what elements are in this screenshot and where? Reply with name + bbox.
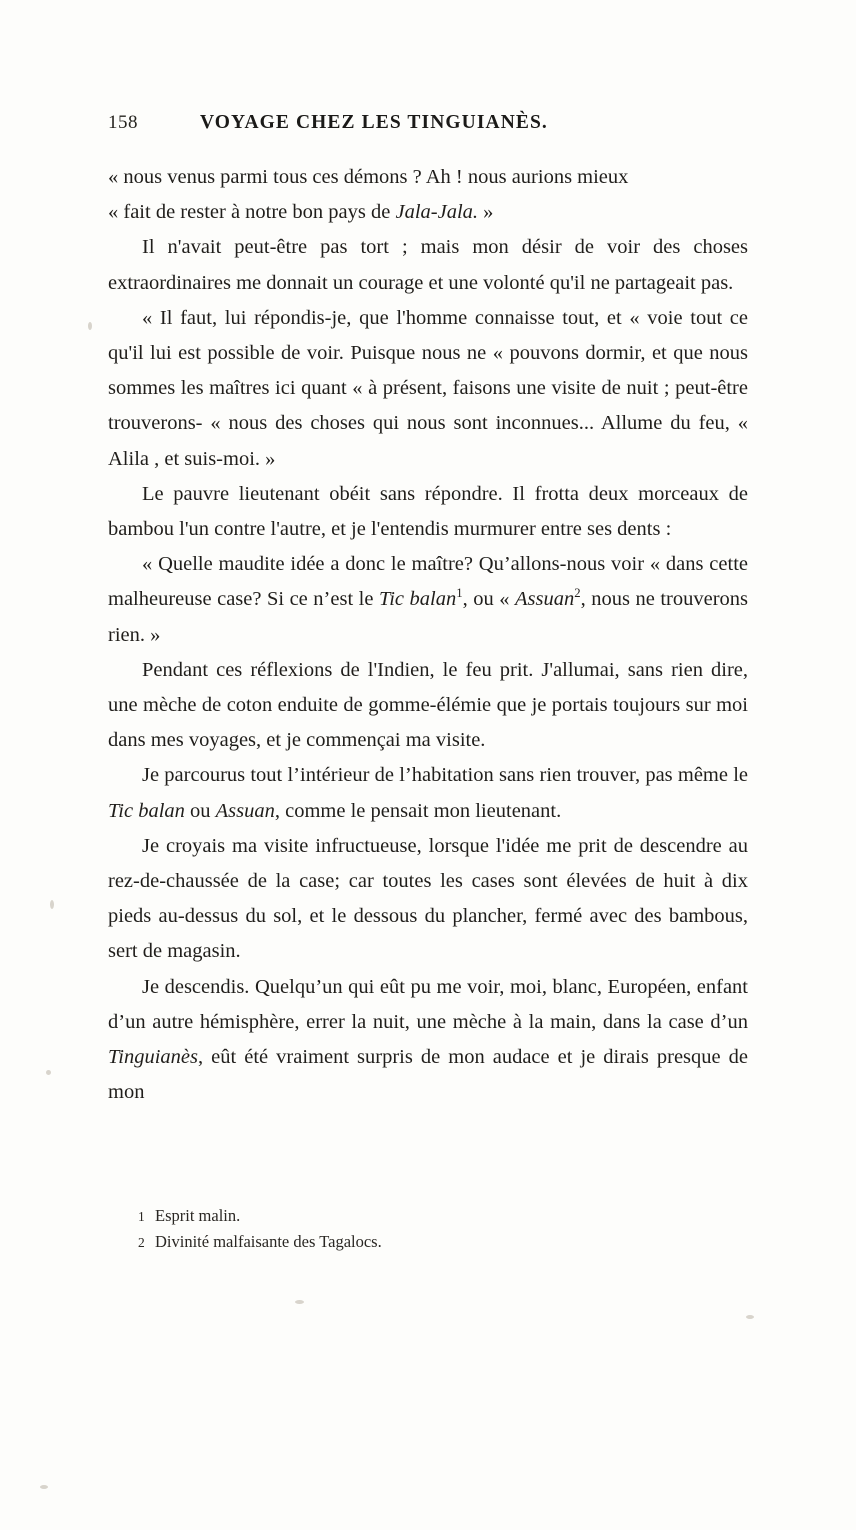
paragraph-9-part-2: , eût été vraiment surpris de mon audace et je dirais presque de mon bbox=[108, 1046, 748, 1104]
term-tinguianes: Tinguianès bbox=[108, 1046, 198, 1069]
paragraph-7-part-1: Je parcourus tout l’intérieur de l’habitation sans rien trouver, pas même le bbox=[142, 764, 748, 787]
footnote-1-marker: 1 bbox=[138, 1209, 145, 1224]
paragraph-1-line-1: « nous venus parmi tous ces démons ? Ah ! nous aurions mieux bbox=[108, 166, 629, 188]
paragraph-4: Le pauvre lieutenant obéit sans répondre. Il frotta deux morceaux de bambou l'un contre l'autre, et je l'entendis murmurer entre ses dents : bbox=[108, 482, 748, 541]
paragraph-7-part-2: ou bbox=[184, 799, 216, 822]
place-name-jala-jala: Jala-Jala. bbox=[395, 201, 479, 224]
paragraph-5-part-3: , nous ne trouverons rien. » bbox=[108, 588, 748, 646]
paper-speck bbox=[88, 322, 92, 330]
paper-speck bbox=[46, 1070, 51, 1075]
paragraph-5-part-2: , ou « bbox=[462, 588, 515, 611]
paragraph-5 bbox=[108, 547, 748, 653]
term-tic-balan-2: Tic balan bbox=[108, 799, 185, 822]
paper-speck bbox=[50, 900, 54, 909]
footnote-1-text: Esprit malin. bbox=[155, 1206, 241, 1225]
paragraph-1-line-2-suffix: » bbox=[478, 201, 494, 224]
paragraph-7 bbox=[108, 758, 748, 828]
footnote-2-text: Divinité malfaisante des Tagalocs. bbox=[155, 1232, 382, 1251]
paragraph-2: Il n'avait peut-être pas tort ; mais mon désir de voir des choses extraordinaires me donnait un courage et une volonté qu'il ne partageait pas. bbox=[108, 236, 748, 294]
paragraph-1 bbox=[108, 160, 748, 230]
page-header bbox=[108, 112, 748, 134]
running-head: VOYAGE CHEZ LES TINGUIANÈS. bbox=[200, 112, 548, 133]
paragraph-5-part-1: « Quelle maudite idée a donc le maître? Qu’allons-nous voir « dans cette malheureuse case? Si ce n’est le bbox=[108, 553, 748, 611]
term-assuan-2: Assuan bbox=[215, 799, 275, 822]
footnote-2-marker: 2 bbox=[138, 1235, 145, 1250]
footnote-1 bbox=[138, 1203, 738, 1229]
page-content bbox=[108, 112, 748, 1110]
paper-speck bbox=[746, 1315, 754, 1319]
paper-speck bbox=[40, 1485, 48, 1489]
paragraph-1-line-2-prefix: « fait de rester à notre bon pays de bbox=[108, 201, 396, 224]
footnotes bbox=[138, 1203, 738, 1255]
footnote-ref-1: 1 bbox=[456, 586, 463, 601]
paragraph-7-part-3: , comme le pensait mon lieutenant. bbox=[274, 799, 562, 822]
paragraph-9-part-1: Je descendis. Quelqu’un qui eût pu me voir, moi, blanc, Européen, enfant d’un autre hémisphère, errer la nuit, une mèche à la main, dans la case d’un bbox=[108, 975, 748, 1033]
term-assuan: Assuan bbox=[515, 588, 575, 611]
footnote-ref-2: 2 bbox=[574, 586, 581, 601]
paragraph-3: « Il faut, lui répondis-je, que l'homme connaisse tout, et « voie tout ce qu'il lui est possible de voir. Puisque nous ne « pouvons dormir, et que nous sommes les maîtres ici quant « à présent, faisons une visite de nuit ; peut-être trouverons- « nous des choses qui nous sont inconnues... Allume du feu, « Alila , et suis-moi. » bbox=[108, 306, 748, 470]
term-tic-balan: Tic balan bbox=[378, 588, 457, 611]
footnote-2 bbox=[138, 1229, 738, 1255]
paragraph-9 bbox=[108, 970, 748, 1111]
paragraph-6: Pendant ces réflexions de l'Indien, le feu prit. J'allumai, sans rien dire, une mèche de coton enduite de gomme-élémie que je portais toujours sur moi dans mes voyages, et je commençai ma visite. bbox=[108, 658, 748, 752]
body-text bbox=[108, 160, 748, 1110]
page-number: 158 bbox=[108, 112, 138, 133]
paragraph-8: Je croyais ma visite infructueuse, lorsque l'idée me prit de descendre au rez-de-chaussée de la case; car toutes les cases sont élevées de huit à dix pieds au-dessus du sol, et le dessous du plancher, fermé avec des bambous, sert de magasin. bbox=[108, 834, 748, 963]
paper-speck bbox=[295, 1300, 304, 1304]
